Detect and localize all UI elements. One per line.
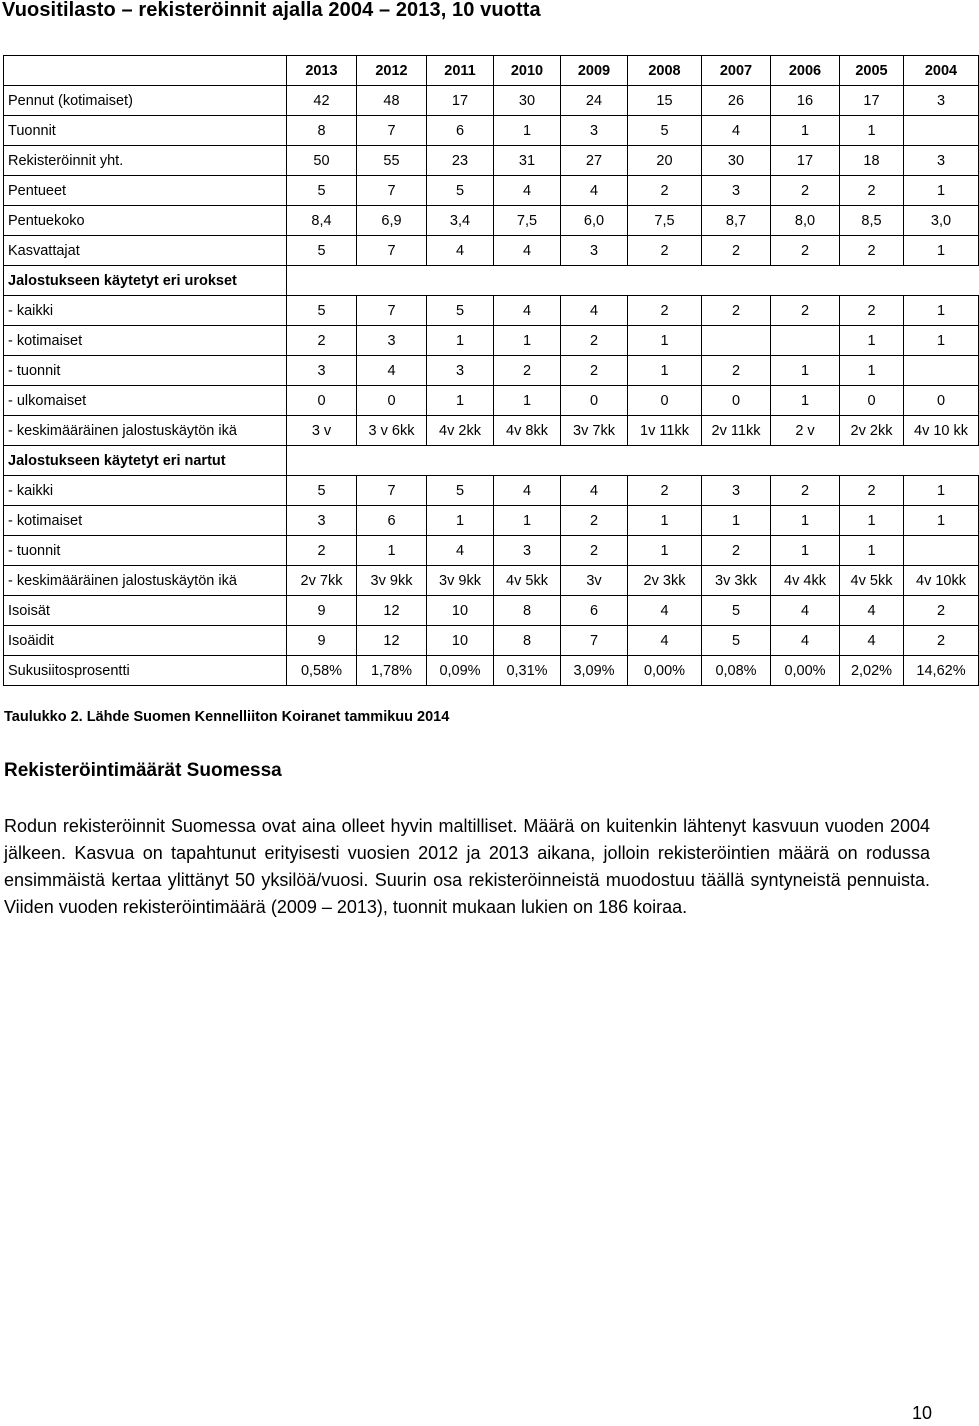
table-cell: 0,31% xyxy=(494,656,561,686)
row-label: Pentueet xyxy=(4,176,287,206)
table-cell: 0 xyxy=(628,386,702,416)
header-cell-year: 2004 xyxy=(904,56,979,86)
row-label: Jalostukseen käytetyt eri nartut xyxy=(4,446,287,476)
table-header xyxy=(4,56,979,86)
table-cell: 0 xyxy=(561,386,628,416)
table-cell: 8,4 xyxy=(287,206,357,236)
table-cell: 8 xyxy=(287,116,357,146)
table-cell: 0 xyxy=(904,386,979,416)
header-cell-year: 2013 xyxy=(287,56,357,86)
table-cell: 7 xyxy=(357,176,427,206)
row-label: - kotimaiset xyxy=(4,326,287,356)
table-cell: 8,5 xyxy=(840,206,904,236)
table-cell: 1 xyxy=(494,506,561,536)
table-cell: 1 xyxy=(771,356,840,386)
table-cell: 4v 4kk xyxy=(771,566,840,596)
table-cell: 7 xyxy=(561,626,628,656)
table-body xyxy=(4,86,979,686)
table-cell: 1 xyxy=(840,116,904,146)
header-cell-year: 2007 xyxy=(702,56,771,86)
table-cell: 10 xyxy=(427,626,494,656)
table-cell: 1 xyxy=(427,326,494,356)
table-cell: 2 xyxy=(840,476,904,506)
header-cell-year: 2005 xyxy=(840,56,904,86)
table-cell: 1 xyxy=(904,326,979,356)
table-cell: 1 xyxy=(628,506,702,536)
table-cell: 6 xyxy=(427,116,494,146)
table-row xyxy=(4,236,979,266)
table-cell: 2v 11kk xyxy=(702,416,771,446)
table-cell: 5 xyxy=(702,596,771,626)
row-label: Jalostukseen käytetyt eri urokset xyxy=(4,266,287,296)
table-cell: 1 xyxy=(494,386,561,416)
table-cell: 9 xyxy=(287,626,357,656)
table-cell: 3 xyxy=(427,356,494,386)
table-cell: 4 xyxy=(561,476,628,506)
table-cell: 2 xyxy=(702,536,771,566)
table-row xyxy=(4,146,979,176)
table-row xyxy=(4,176,979,206)
table-cell: 7 xyxy=(357,236,427,266)
table-cell: 1 xyxy=(427,506,494,536)
row-label: - keskimääräinen jalostuskäytön ikä xyxy=(4,416,287,446)
table-cell: 2v 2kk xyxy=(840,416,904,446)
table-cell: 1 xyxy=(628,356,702,386)
table-cell: 0,08% xyxy=(702,656,771,686)
table-cell: 4 xyxy=(357,356,427,386)
table-cell: 3 xyxy=(904,86,979,116)
table-cell: 3 xyxy=(494,536,561,566)
row-label: Sukusiitosprosentti xyxy=(4,656,287,686)
table-cell: 9 xyxy=(287,596,357,626)
table-cell: 2 xyxy=(494,356,561,386)
table-cell: 3 v 6kk xyxy=(357,416,427,446)
table-caption: Taulukko 2. Lähde Suomen Kennelliiton Koiranet tammikuu 2014 xyxy=(4,709,450,725)
header-cell-year: 2009 xyxy=(561,56,628,86)
table-cell: 6,9 xyxy=(357,206,427,236)
table-cell: 17 xyxy=(840,86,904,116)
table-cell: 48 xyxy=(357,86,427,116)
table-cell: 5 xyxy=(287,296,357,326)
table-cell: 1 xyxy=(840,536,904,566)
table-cell: 2 xyxy=(840,176,904,206)
table-cell: 2 xyxy=(561,536,628,566)
table-cell: 3,09% xyxy=(561,656,628,686)
table-cell: 7 xyxy=(357,296,427,326)
table-cell: 14,62% xyxy=(904,656,979,686)
table-cell: 5 xyxy=(628,116,702,146)
table-cell: 2 xyxy=(561,356,628,386)
table-cell: 3 xyxy=(287,506,357,536)
table-cell: 1 xyxy=(771,506,840,536)
table-cell: 1 xyxy=(427,386,494,416)
row-label: Pentuekoko xyxy=(4,206,287,236)
table-cell: 30 xyxy=(494,86,561,116)
table-cell: 18 xyxy=(840,146,904,176)
header-cell-year: 2012 xyxy=(357,56,427,86)
table-cell: 4v 10 kk xyxy=(904,416,979,446)
page-number: 10 xyxy=(911,1403,932,1423)
table-cell: 1 xyxy=(357,536,427,566)
table-cell: 3v 9kk xyxy=(357,566,427,596)
table-cell: 3,0 xyxy=(904,206,979,236)
table-cell: 0,00% xyxy=(628,656,702,686)
header-cell-year: 2008 xyxy=(628,56,702,86)
table-cell: 0 xyxy=(702,386,771,416)
table-row xyxy=(4,116,979,146)
table-cell: 1 xyxy=(494,116,561,146)
statistics-table xyxy=(3,55,979,686)
table-cell: 12 xyxy=(357,596,427,626)
section-spacer xyxy=(287,446,979,476)
table-cell: 2 xyxy=(840,296,904,326)
table-cell xyxy=(904,536,979,566)
table-cell: 1 xyxy=(904,176,979,206)
row-label: - ulkomaiset xyxy=(4,386,287,416)
table-cell: 1 xyxy=(840,356,904,386)
table-cell: 23 xyxy=(427,146,494,176)
table-row xyxy=(4,356,979,386)
table-cell: 2,02% xyxy=(840,656,904,686)
table-cell: 2 xyxy=(771,476,840,506)
table-cell: 4v 5kk xyxy=(840,566,904,596)
table-cell: 2 xyxy=(702,236,771,266)
table-cell: 10 xyxy=(427,596,494,626)
table-cell: 4 xyxy=(840,596,904,626)
table-row xyxy=(4,596,979,626)
table-cell: 4 xyxy=(628,626,702,656)
table-cell: 4 xyxy=(494,296,561,326)
table-cell: 7 xyxy=(357,476,427,506)
row-label: Pennut (kotimaiset) xyxy=(4,86,287,116)
table-cell: 4v 2kk xyxy=(427,416,494,446)
table-cell: 3v 9kk xyxy=(427,566,494,596)
table-cell: 4 xyxy=(771,596,840,626)
table-cell: 2 xyxy=(628,236,702,266)
table-cell: 50 xyxy=(287,146,357,176)
table-cell: 0,00% xyxy=(771,656,840,686)
table-cell: 0 xyxy=(840,386,904,416)
table-cell: 20 xyxy=(628,146,702,176)
table-cell: 4 xyxy=(561,176,628,206)
table-cell: 27 xyxy=(561,146,628,176)
table-cell: 4 xyxy=(494,176,561,206)
table-cell: 2 xyxy=(702,356,771,386)
table-cell: 2 xyxy=(561,506,628,536)
table-cell: 2 xyxy=(840,236,904,266)
header-cell-year: 2011 xyxy=(427,56,494,86)
table-cell xyxy=(904,356,979,386)
table-row xyxy=(4,296,979,326)
table-cell: 1v 11kk xyxy=(628,416,702,446)
table-cell: 6,0 xyxy=(561,206,628,236)
document-title: Vuositilasto – rekisteröinnit ajalla 2004 – 2013, 10 vuotta xyxy=(2,0,541,21)
table-cell: 8,7 xyxy=(702,206,771,236)
header-cell-year: 2006 xyxy=(771,56,840,86)
table-cell: 42 xyxy=(287,86,357,116)
table-row xyxy=(4,86,979,116)
table-row xyxy=(4,566,979,596)
table-cell: 7,5 xyxy=(494,206,561,236)
table-cell: 4v 10kk xyxy=(904,566,979,596)
table-row xyxy=(4,536,979,566)
table-cell: 5 xyxy=(427,296,494,326)
section-spacer xyxy=(287,266,979,296)
table-cell: 4 xyxy=(494,236,561,266)
header-cell-label xyxy=(4,56,287,86)
row-label: - kaikki xyxy=(4,296,287,326)
table-row xyxy=(4,416,979,446)
table-cell: 7,5 xyxy=(628,206,702,236)
table-row xyxy=(4,626,979,656)
table-cell: 2 xyxy=(287,536,357,566)
table-cell xyxy=(771,326,840,356)
table-row xyxy=(4,506,979,536)
table-cell: 1 xyxy=(904,236,979,266)
table-cell: 5 xyxy=(287,236,357,266)
table-cell: 7 xyxy=(357,116,427,146)
table-cell: 6 xyxy=(357,506,427,536)
table-cell: 16 xyxy=(771,86,840,116)
table-cell: 0 xyxy=(357,386,427,416)
table-row xyxy=(4,656,979,686)
table-cell: 1 xyxy=(628,536,702,566)
table-cell: 17 xyxy=(427,86,494,116)
table-cell: 2 xyxy=(628,476,702,506)
table-cell: 5 xyxy=(427,176,494,206)
table-cell: 1 xyxy=(771,116,840,146)
table-cell: 5 xyxy=(702,626,771,656)
table-cell: 17 xyxy=(771,146,840,176)
table-cell: 1 xyxy=(904,476,979,506)
table-cell: 2 xyxy=(561,326,628,356)
table-cell: 55 xyxy=(357,146,427,176)
table-cell: 5 xyxy=(287,476,357,506)
table-cell: 0,09% xyxy=(427,656,494,686)
table-cell: 4 xyxy=(628,596,702,626)
section-heading: Rekisteröintimäärät Suomessa xyxy=(4,760,282,781)
table-section-row xyxy=(4,446,979,476)
table-cell: 3v 7kk xyxy=(561,416,628,446)
table-cell: 4 xyxy=(494,476,561,506)
row-label: Kasvattajat xyxy=(4,236,287,266)
table-cell: 2 xyxy=(702,296,771,326)
table-cell: 1 xyxy=(904,296,979,326)
table-cell: 3 xyxy=(561,236,628,266)
table-cell: 4 xyxy=(427,236,494,266)
row-label: - tuonnit xyxy=(4,536,287,566)
table-cell: 6 xyxy=(561,596,628,626)
table-cell: 2v 7kk xyxy=(287,566,357,596)
table-section-row xyxy=(4,266,979,296)
table-cell: 1 xyxy=(840,326,904,356)
table-cell: 0,58% xyxy=(287,656,357,686)
table-cell: 1,78% xyxy=(357,656,427,686)
row-label: - kaikki xyxy=(4,476,287,506)
table-cell xyxy=(904,116,979,146)
table-cell: 4 xyxy=(561,296,628,326)
table-cell: 1 xyxy=(771,386,840,416)
table-cell: 3 xyxy=(702,176,771,206)
table-cell: 4 xyxy=(427,536,494,566)
table-row xyxy=(4,476,979,506)
table-cell: 3,4 xyxy=(427,206,494,236)
table-cell: 1 xyxy=(771,536,840,566)
table-cell: 1 xyxy=(840,506,904,536)
table-cell: 1 xyxy=(702,506,771,536)
table-cell: 2 xyxy=(771,176,840,206)
table-cell: 8,0 xyxy=(771,206,840,236)
table-cell: 4v 5kk xyxy=(494,566,561,596)
table-cell: 30 xyxy=(702,146,771,176)
table-cell: 3 xyxy=(561,116,628,146)
table-cell: 2 xyxy=(904,596,979,626)
table-cell: 4v 8kk xyxy=(494,416,561,446)
table-cell: 5 xyxy=(287,176,357,206)
body-paragraph: Rodun rekisteröinnit Suomessa ovat aina olleet hyvin maltilliset. Määrä on kuitenkin lähtenyt kasvuun vuoden 2004 jälkeen. Kasvua on tapahtunut erityisesti vuosien 2012 ja 2013 aikana, jolloin rekisteröintien määrä on rodussa ensimmäistä kertaa ylittänyt 50 yksilöä/vuosi. Suurin osa rekisteröinneistä muodostuu täällä syntyneistä pennuista. Viiden vuoden rekisteröintimäärä (2009 – 2013), tuonnit mukaan lukien on 186 koiraa. xyxy=(4,816,930,917)
table-cell: 2 xyxy=(771,296,840,326)
table-cell: 12 xyxy=(357,626,427,656)
table-cell: 3 xyxy=(357,326,427,356)
table-cell: 2 v xyxy=(771,416,840,446)
table-cell: 24 xyxy=(561,86,628,116)
header-row xyxy=(4,56,979,86)
table-cell: 2 xyxy=(287,326,357,356)
table-cell: 8 xyxy=(494,596,561,626)
table-cell: 2v 3kk xyxy=(628,566,702,596)
table-cell: 3 v xyxy=(287,416,357,446)
table-cell: 3 xyxy=(904,146,979,176)
table-cell: 5 xyxy=(427,476,494,506)
table-cell: 3v 3kk xyxy=(702,566,771,596)
table-cell: 1 xyxy=(494,326,561,356)
table-cell: 2 xyxy=(771,236,840,266)
table-cell: 1 xyxy=(628,326,702,356)
table-row xyxy=(4,206,979,236)
table-cell: 2 xyxy=(628,296,702,326)
table-cell: 4 xyxy=(840,626,904,656)
row-label: Isoäidit xyxy=(4,626,287,656)
row-label: Isoisät xyxy=(4,596,287,626)
table-cell: 8 xyxy=(494,626,561,656)
table-cell: 2 xyxy=(628,176,702,206)
table-cell: 26 xyxy=(702,86,771,116)
row-label: Rekisteröinnit yht. xyxy=(4,146,287,176)
row-label: - kotimaiset xyxy=(4,506,287,536)
table-cell xyxy=(702,326,771,356)
row-label: - tuonnit xyxy=(4,356,287,386)
table-cell: 3 xyxy=(287,356,357,386)
table-cell: 3 xyxy=(702,476,771,506)
table-cell: 3v xyxy=(561,566,628,596)
table-cell: 15 xyxy=(628,86,702,116)
table-cell: 1 xyxy=(904,506,979,536)
row-label: - keskimääräinen jalostuskäytön ikä xyxy=(4,566,287,596)
table-cell: 2 xyxy=(904,626,979,656)
table-cell: 31 xyxy=(494,146,561,176)
table-cell: 0 xyxy=(287,386,357,416)
table-row xyxy=(4,386,979,416)
row-label: Tuonnit xyxy=(4,116,287,146)
table-cell: 4 xyxy=(702,116,771,146)
table-row xyxy=(4,326,979,356)
header-cell-year: 2010 xyxy=(494,56,561,86)
table-cell: 4 xyxy=(771,626,840,656)
